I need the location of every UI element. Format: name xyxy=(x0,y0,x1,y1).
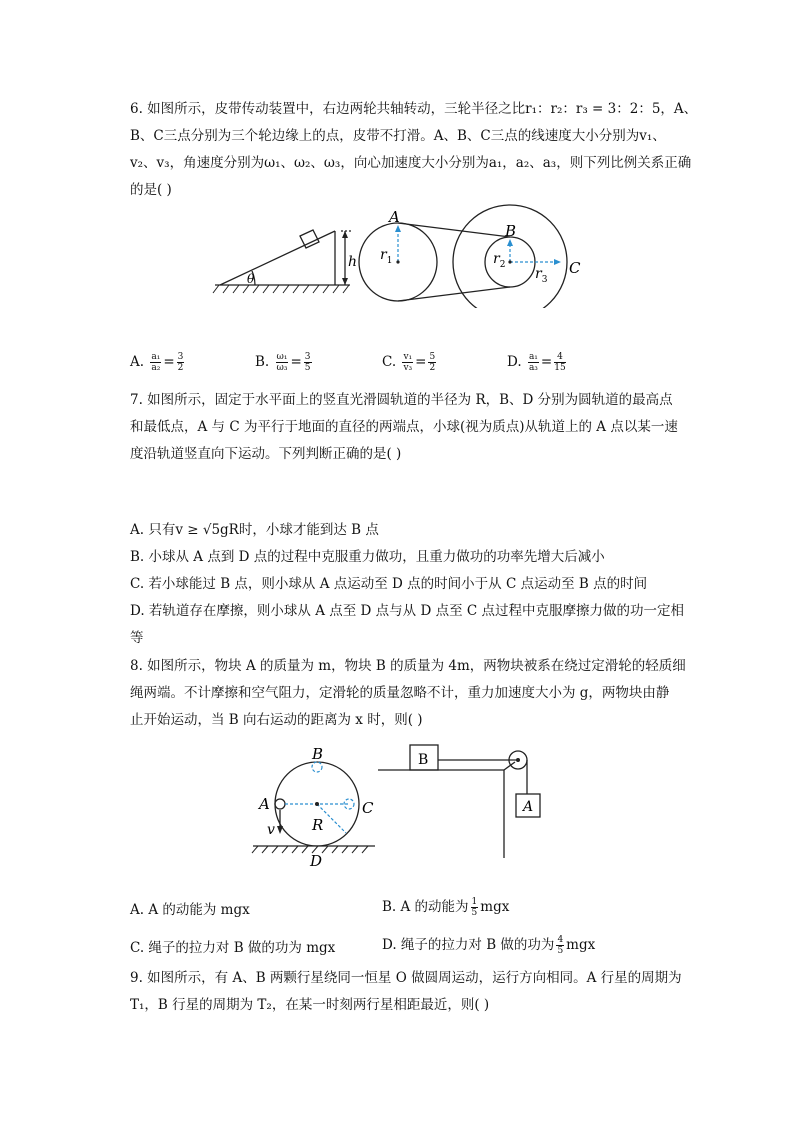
q7-option-a[interactable]: A. 只有v ≥ √5gR时，小球才能到达 B 点 xyxy=(130,522,379,538)
r1-arrow-icon xyxy=(395,225,401,232)
h-arrow-up-icon xyxy=(342,231,348,238)
q7-line-2: 和最低点，A 与 C 为平行于地面的直径的两端点，小球(视为质点)从轨道上的 A 点以某一速 xyxy=(130,419,678,435)
q7-option-d[interactable]: D. 若轨道存在摩擦，则小球从 A 点至 D 点与从 D 点至 C 点过程中克服摩擦力做的功一定相 xyxy=(130,603,684,619)
track-b-label: B xyxy=(312,745,324,763)
point-c-label: C xyxy=(569,259,581,277)
q8-option-d[interactable]: D. 绳子的拉力对 B 做的功为 $\frac{4}{5}$ mgx xyxy=(382,935,596,956)
q6-option-c[interactable]: C. $\frac{\text{v₁}}{\text{v₃}}$ = $\frac{5}{2}$ xyxy=(382,352,436,373)
point-a-label: A xyxy=(389,208,400,226)
q8-option-c[interactable]: C. 绳子的拉力对 B 做的功为 mgx xyxy=(130,940,336,956)
q8-option-a[interactable]: A. A 的动能为 mgx xyxy=(130,902,250,918)
q7-line-3: 度沿轨道竖直向下运动。下列判断正确的是( ) xyxy=(130,446,402,462)
r2-label: $r_2$ xyxy=(493,251,506,270)
radius-lines xyxy=(398,229,556,262)
q6-line-1: 6. 如图所示，皮带传动装置中，右边两轮共轴转动，三轮半径之比r₁：r₂：r₃ = 3：2：5，A、 xyxy=(130,101,698,117)
point-b-label: B xyxy=(505,222,517,240)
q7-option-c[interactable]: C. 若小球能过 B 点，则小球从 A 点运动至 D 点的时间小于从 C 点运动至 B 点的时间 xyxy=(130,576,648,592)
q6-figure xyxy=(205,203,595,308)
q6-line-3: v₂、v₃，角速度分别为ω₁、ω₂、ω₃，向心加速度大小分别为a₁，a₂、a₃，则下列比例关系正确 xyxy=(130,155,692,171)
track-d-label: D xyxy=(310,852,323,870)
block-a-label: A xyxy=(523,799,534,815)
q6-line-4: 的是( ) xyxy=(130,182,172,198)
velocity-arrow-icon xyxy=(277,826,283,834)
q9-line-2: T₁，B 行星的周期为 T₂，在某一时刻两行星相距最近，则( ) xyxy=(130,997,490,1013)
q6-option-a[interactable]: A. $\frac{\text{a₁}}{\text{a₂}}$ = $\frac{3}{2}$ xyxy=(130,352,184,373)
q7-option-b[interactable]: B. 小球从 A 点到 D 点的过程中克服重力做功，且重力做功的功率先增大后减小 xyxy=(130,549,605,565)
theta-label: θ xyxy=(247,272,255,286)
q7-line-1: 7. 如图所示，固定于水平面上的竖直光滑圆轨道的半径为 R，B、D 分别为圆轨道的最高点 xyxy=(130,392,673,408)
q8-track-figure xyxy=(250,742,380,870)
track-r-label: R xyxy=(312,816,324,834)
ball-a-icon xyxy=(275,799,285,809)
q6-option-d[interactable]: D. $\frac{\text{a₁}}{\text{a₃}}$ = $\frac{4}{15}$ xyxy=(507,352,566,373)
q8-line-3: 止开始运动，当 B 向右运动的距离为 x 时，则( ) xyxy=(130,712,423,728)
h-label: h xyxy=(348,254,358,270)
q6-line-2: B、C三点分别为三个轮边缘上的点，皮带不打滑。A、B、C三点的线速度大小分别为v₁、 xyxy=(130,128,666,144)
q8-option-b[interactable]: B. A 的动能为 $\frac{1}{5}$ mgx xyxy=(382,897,510,918)
q8-line-1: 8. 如图所示，物块 A 的质量为 m，物块 B 的质量为 4m，两物块被系在绕过定滑轮的轻质细 xyxy=(130,658,686,674)
q8-pulley-figure xyxy=(378,740,550,862)
h-arrow-down-icon xyxy=(342,278,348,285)
track-a-label: A xyxy=(259,795,270,813)
track-c-label: C xyxy=(362,799,374,817)
block-b-label: B xyxy=(418,752,429,768)
q6-option-b[interactable]: B. $\frac{\text{ω₁}}{\text{ω₃}}$ = $\frac{3}{5}$ xyxy=(255,352,311,373)
r1-label: $r_1$ xyxy=(380,247,393,266)
q7-option-d-cont: 等 xyxy=(130,630,144,646)
incline xyxy=(213,230,353,293)
r2-arrow-icon xyxy=(507,239,513,246)
r3-arrow-icon xyxy=(554,259,561,265)
track-v-label: v xyxy=(267,822,275,838)
q9-line-1: 9. 如图所示，有 A、B 两颗行星绕同一恒星 O 做圆周运动，运行方向相同。A 行星的周期为 xyxy=(130,970,682,986)
r3-label: $r_3$ xyxy=(535,266,548,285)
q8-line-2: 绳两端。不计摩擦和空气阻力，定滑轮的质量忽略不计，重力加速度大小为 g，两物块由静 xyxy=(130,685,670,701)
